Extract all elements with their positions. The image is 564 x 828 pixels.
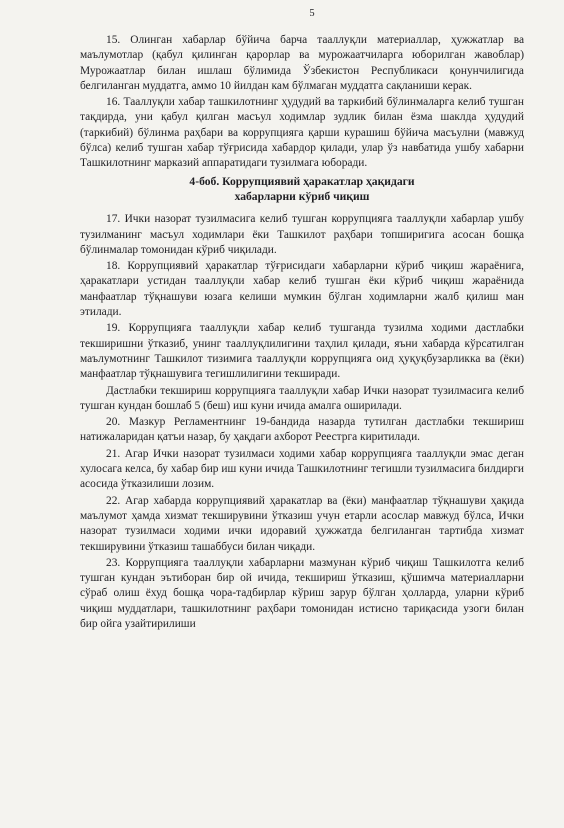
paragraph-19-continued: Дастлабки текшириш коррупцияга тааллуқли хабар Ички назорат тузилмасига келиб тушган кундан бошлаб 5 (беш) иш куни ичида амалга оширилади.: [80, 384, 524, 412]
paragraph-20: 20. Мазкур Регламентнинг 19-бандида назарда тутилган дастлабки текшириш натижаларидан қатъи назар, бу ҳақдаги ахборот Реестрга киритилади.: [80, 416, 524, 444]
chapter-heading-line-2: хабарларни кўриб чиқиш: [234, 189, 370, 203]
paragraph-18: 18. Коррупциявий ҳаракатлар тўғрисидаги хабарларни кўриб чиқиш жараёнига, ҳаракатлари устидан тааллуқли хабар келиб тушган ёки кўриб чиқиш жараёнида манфаатлар тўқнашуви юзага келиши мумкин бўлган ходимларни жалб қилиш ман этилади.: [80, 260, 524, 319]
paragraph-21: 21. Агар Ички назорат тузилмаси ходими хабар коррупцияга тааллуқли эмас деган хулосага келса, бу хабар бир иш куни ичида Ташкилотнинг тегишли тузилмасига билдирги асосида ўтказилиши лозим.: [80, 447, 524, 491]
paragraph-23: 23. Коррупцияга тааллуқли хабарларни мазмунан кўриб чиқиш Ташкилотга келиб тушган кундан эътиборан бир ой ичида, текшириш ўтказиш, қўшимча материалларни сўраб олиш ёхуд бошқа чора-тадбирлар кўриш зарур бўлган ҳолларда, уларни кўриб чиқиш муддатлари, ташкилотнинг раҳбари томонидан истисно тариқасида узоги билан бир ойга узайтирилиши: [80, 556, 524, 630]
paragraph-22: 22. Агар хабарда коррупциявий ҳаракатлар ва (ёки) манфаатлар тўқнашуви ҳақида маълумот ҳамда хизмат текширувини ўтказиш учун етарли асослар мавжуд бўлса, Ички назорат тузилмаси ходими ички идоравий ҳужжатда белгиланган тартибда хизмат текширувини ўтказиш ташаббуси билан чиқади.: [80, 494, 524, 553]
paragraph-19: 19. Коррупцияга тааллуқли хабар келиб тушганда тузилма ходими дастлабки текширишни ўтказиб, унинг тааллуқлилигини таҳлил қилади, яъни хабарда кўрсатилган маълумотнинг Ташкилот тизимига тааллуқли коррупцияга оид ҳуқуқбузарликка ва (ёки) манфаатлар тўқнашувига тегишлилигини текширади.: [80, 322, 524, 381]
paragraph-15: 15. Олинган хабарлар бўйича барча тааллуқли материаллар, ҳужжатлар ва маълумотлар (қабул қилинган қарорлар ва мурожаатчиларга юборилган жавоблар) Мурожаатлар билан ишлаш бўлимида Ўзбекистон Республикаси қонунчилигида белгиланган муддатга, аммо 10 йилдан кам бўлмаган муддатга сақланиши керак.: [80, 34, 524, 92]
page-number: 5: [309, 8, 315, 19]
chapter-heading-line-1: 4-боб. Коррупциявий ҳаракатлар ҳақидаги: [189, 174, 415, 188]
paragraph-16: 16. Тааллуқли хабар ташкилотнинг ҳудудий ва таркибий бўлинмаларга келиб тушган тақдирда, уни қабул қилган масъул ходимлар зудлик билан ёзма шаклда ҳудудий (таркибий) бўлинма раҳбари ва коррупцияга қарши курашиш бўйича масъулни (мавжуд бўлса) келиб тушган хабар тўғрисида хабардор қилади, улар ўз навбатида ушбу хабарни Ташкилотнинг марказий аппаратидаги тузилмага юборади.: [80, 96, 524, 170]
paragraph-17: 17. Ички назорат тузилмасига келиб тушган коррупцияга тааллуқли хабарлар ушбу тузилманинг масъул ходимлари ёки Ташкилот раҳбари топширигига асосан бошқа бўлинмалар томонидан кўриб чиқилади.: [80, 213, 524, 256]
chapter-heading: [80, 174, 524, 205]
